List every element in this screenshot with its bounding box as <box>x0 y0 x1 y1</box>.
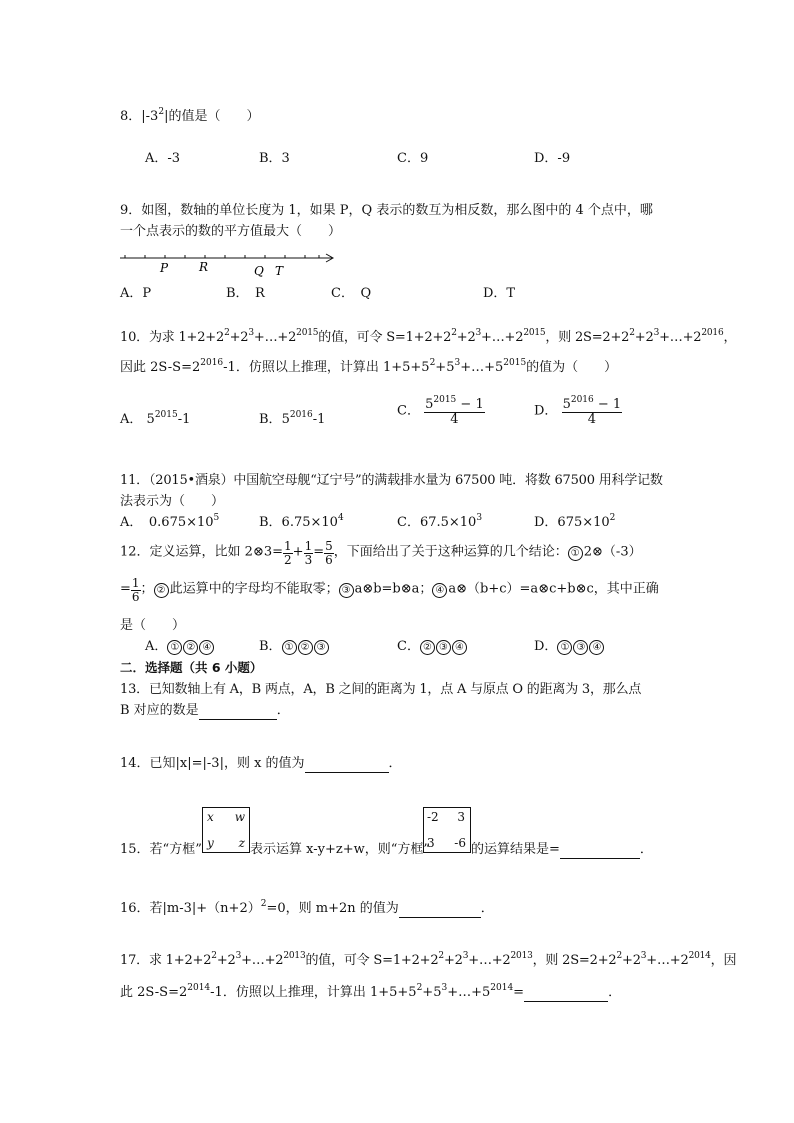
q13-stem-line1: 13．已知数轴上有 A，B 两点，A，B 之间的距离为 1，点 A 与原点 O 的距离为 3，那么点 <box>120 682 642 697</box>
q12-stem-line1: 12．定义运算，比如 2⊗3= $\frac{1}{2}$ + $\frac{1}{3}$ = $\frac{5}{6}$ ，下面给出了关于这种运算的几个结论： ① 2⊗（-3） <box>120 539 642 567</box>
q9-stem-line1: 9．如图，数轴的单位长度为 1，如果 P，Q 表示的数互为相反数，那么图中的 4 个点中，哪 <box>120 203 653 218</box>
q9-option-d[interactable]: D．T <box>483 286 516 301</box>
q11-option-d[interactable]: D．$675\times 10^2$ <box>534 513 616 530</box>
q12-option-d[interactable]: D． ① ③ ④ <box>534 640 605 655</box>
q15-stem-mid: 表示运算 x-y+z+w，则“方框” <box>250 842 431 857</box>
q17-stem-line1: 17．求 $1+2+2^2+2^3+\dots+2^{2013}$的值，可令 $S=1+2+2^2+2^3+\dots+2^{2013}$，则 $2S=2+2^2+2^3+\dots+2^{2014}$，因 <box>120 951 737 968</box>
q11-option-a[interactable]: A． $0.675\times 10^5$ <box>120 513 220 530</box>
q14-answer-blank[interactable] <box>305 757 389 773</box>
q8-option-a[interactable]: A．-3 <box>145 151 181 166</box>
q10-option-c[interactable]: C． $\frac{5^{2015} - 1}{4}$ <box>397 395 484 427</box>
q16-answer-blank[interactable] <box>399 902 481 918</box>
q8-option-c[interactable]: C．9 <box>397 151 429 166</box>
q11-option-c[interactable]: C．$67.5\times 10^3$ <box>397 513 483 530</box>
q10-d-fraction: $\frac{5^{2016} - 1}{4}$ <box>562 395 622 427</box>
q10-option-a[interactable]: A． $5^{2015}-1$ <box>120 410 191 427</box>
q15-box-2 <box>423 807 471 853</box>
number-line-figure <box>118 248 340 278</box>
box2-top-left: -2 <box>427 810 439 824</box>
box1-top-right: w <box>234 810 245 824</box>
q11-option-b[interactable]: B．$6.75\times 10^4$ <box>259 513 344 530</box>
q16-stem: 16．若$|m-3|+(n+2)^2=0$，则 m+2n 的值为 ． <box>120 899 494 916</box>
point-label-q: Q <box>254 264 264 278</box>
q15-stem-prefix: 15．若“方框” <box>120 842 202 857</box>
box2-top-right: 3 <box>457 810 465 824</box>
q15-box-1 <box>202 807 250 853</box>
box1-bottom-left: y <box>207 836 214 850</box>
point-label-r: R <box>199 260 209 274</box>
point-label-p: P <box>160 261 169 275</box>
box2-bottom-right: -6 <box>454 836 466 850</box>
q10-c-fraction: $\frac{5^{2015} - 1}{4}$ <box>425 395 484 427</box>
q17-answer-blank[interactable] <box>524 986 608 1002</box>
q11-stem-line2: 法表示为（ ） <box>120 494 225 509</box>
q15-answer-blank[interactable] <box>560 843 640 859</box>
box1-top-left: x <box>207 810 214 824</box>
q11-stem-line1: 11．（2015•酒泉）中国航空母舰“辽宁号”的满载排水量为 67500 吨．将数 67500 用科学记数 <box>120 473 663 488</box>
q10-option-b[interactable]: B．$5^{2016}-1$ <box>259 410 326 427</box>
box2-bottom-left: 3 <box>427 836 435 850</box>
q12-stem-line2: = $\frac{1}{6}$ ； ② 此运算中的字母均不能取零； ③ a⊗b=b⊗a； ④ a⊗（b+c）=a⊗c+b⊗c，其中正确 <box>120 576 659 604</box>
q9-option-b[interactable]: B． R <box>226 286 265 301</box>
q15-stem-suffix: 的运算结果是= ． <box>471 842 653 857</box>
q8-stem: 8．$|-3^2|$的值是（ ） <box>120 107 260 124</box>
q8-option-b[interactable]: B．3 <box>259 151 290 166</box>
point-label-t: T <box>275 264 284 278</box>
q17-stem-line2: 此 $2S-S=2^{2014}-1$．仿照以上推理，计算出 $1+5+5^2+5^3+\dots+5^{2014}=$ ． <box>120 983 622 1000</box>
q12-option-a[interactable]: A． ① ② ④ <box>145 640 215 655</box>
q9-option-c[interactable]: C． Q <box>331 286 372 301</box>
q10-stem-line2: 因此 $2S-S=2^{2016}-1$．仿照以上推理，计算出 $1+5+5^2+5^3+\dots+5^{2015}$的值为（ ） <box>120 358 618 375</box>
q12-option-c[interactable]: C． ② ③ ④ <box>397 640 468 655</box>
q13-stem-line2: B 对应的数是 ． <box>120 703 290 718</box>
q13-answer-blank[interactable] <box>199 704 277 720</box>
q9-stem-line2: 一个点表示的数的平方值最大（ ） <box>120 224 342 239</box>
q12-option-b[interactable]: B． ① ② ③ <box>259 640 330 655</box>
box1-bottom-right: z <box>238 836 245 850</box>
q12-stem-line3: 是（ ） <box>120 618 186 633</box>
q10-option-d[interactable]: D． $\frac{5^{2016} - 1}{4}$ <box>534 395 622 427</box>
q14-stem: 14．已知|x|=|-3|，则 x 的值为 ． <box>120 756 402 771</box>
q10-stem-line1: 10．为求 $1+2+2^2+2^3+\dots+2^{2015}$的值，可令 $S=1+2+2^2+2^3+\dots+2^{2015}$，则 $2S=2+2^2+2^3+\dots+2^{2016}$， <box>120 328 737 345</box>
q8-option-d[interactable]: D．-9 <box>534 151 571 166</box>
section-2-title: 二．选择题（共 6 小题） <box>120 660 263 675</box>
q9-option-a[interactable]: A．P <box>120 286 152 301</box>
